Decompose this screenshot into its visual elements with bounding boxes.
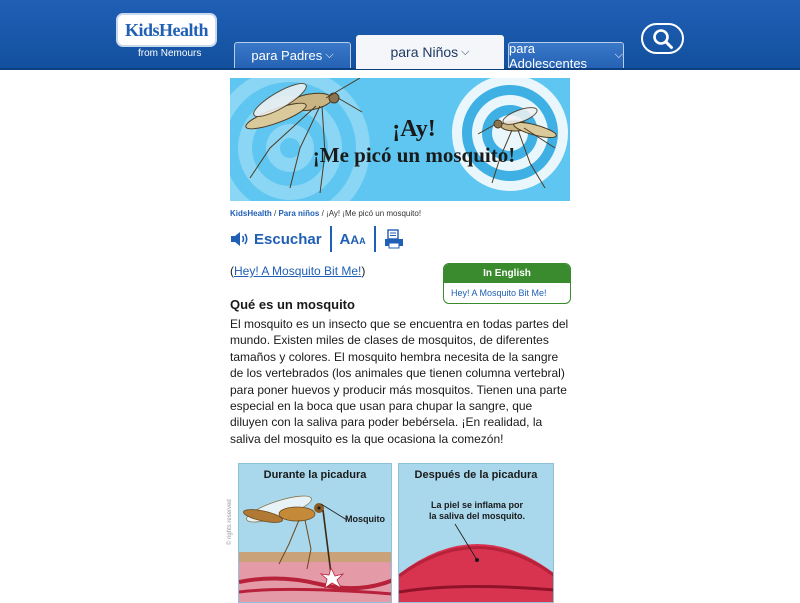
breadcrumb-separator: / [319,209,327,218]
article-banner [230,78,570,201]
text-size-small: A [359,235,366,246]
search-button[interactable] [641,23,684,54]
article-paragraph: El mosquito es un insecto que se encuentra en todas partes del mundo. Existen miles de clases de mosquitos, de diferentes tamaños y colores. El mosquito hembra necesita de la sangre de los vertebrados (los animales que tienen columna vertebral) para poner huevos y producir más mosquitos. Tienen una parte especial en la boca que usan para chupar la sangre, que diluyen con la saliva para poder bebérsela. ¡En realidad, la saliva del mosquito es la que ocasiona la comezón! [230,317,569,446]
paren-open: ( [230,264,234,278]
breadcrumb [230,209,421,218]
chevron-down-icon: ⌵ [614,49,623,61]
tab-para-padres[interactable] [234,42,351,68]
english-version-link [230,264,365,278]
listen-label: Escuchar [254,230,322,248]
mosquito-label: Mosquito [345,514,385,524]
caption-line-1: La piel se inflama por [430,500,524,510]
speaker-icon [230,230,250,248]
breadcrumb-current: ¡Ay! ¡Me picó un mosquito! [326,209,422,218]
after-bite-artwork [399,464,554,603]
tab-label: para Adolescentes [509,40,588,71]
panel-during-bite [238,463,392,603]
tab-para-ninos[interactable] [356,35,504,69]
in-english-title: In English [444,264,570,283]
caption-line-2: la saliva del mosquito. [428,511,526,521]
tab-label: para Niños [390,44,459,60]
bite-illustration [238,463,554,603]
during-bite-artwork [239,464,392,603]
paren-close: ) [361,264,366,278]
text-size-medium: A [350,232,360,247]
panel-after-bite [398,463,554,603]
tab-para-adolescentes[interactable] [508,40,624,71]
english-article-link[interactable]: Hey! A Mosquito Bit Me! [234,264,362,278]
print-icon [384,229,404,249]
banner-line-1: ¡Ay! [392,116,436,142]
breadcrumb-separator: / [271,209,279,218]
chevron-down-icon: ⌵ [325,49,334,61]
banner-title [230,116,570,168]
tab-label: para Padres [251,48,323,63]
listen-button[interactable] [230,230,322,248]
text-size-button[interactable] [340,231,366,248]
section-heading: Qué es un mosquito [230,297,355,312]
kidshealth-logo[interactable] [116,13,217,47]
tool-divider [330,226,332,252]
in-english-box [443,263,571,304]
chevron-down-icon: ⌵ [461,45,470,58]
site-header [0,0,800,70]
text-size-large: A [339,230,351,248]
breadcrumb-section-link[interactable]: Para niños [278,209,320,218]
article-tools [230,226,404,252]
banner-line-2: ¡Me picó un mosquito! [312,143,516,167]
tool-divider [374,226,376,252]
illustration-copyright: © rights reserved [227,499,233,545]
inflammation-caption [399,500,554,522]
panel-during-title: Durante la picadura [263,469,367,481]
in-english-link[interactable]: Hey! A Mosquito Bit Me! [451,288,547,298]
logo-subtitle: from Nemours [138,48,202,59]
panel-after-title: Después de la picadura [414,469,538,481]
breadcrumb-home-link[interactable]: KidsHealth [230,209,272,218]
search-icon [652,28,674,50]
logo-text: KidsHealth [124,19,208,40]
print-button[interactable] [384,229,404,249]
